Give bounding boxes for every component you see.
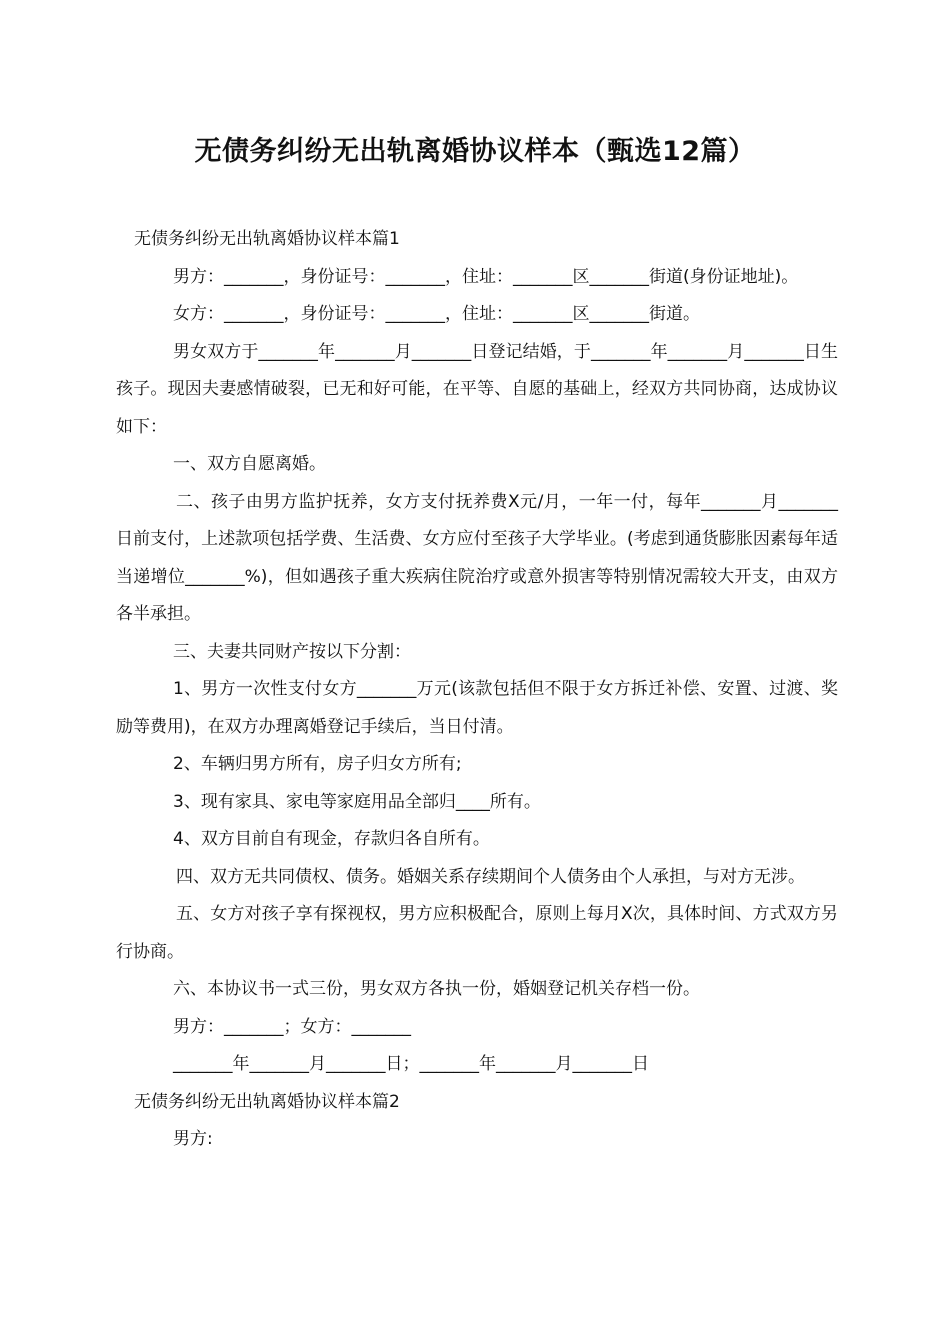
husband-info-paragraph: 男方：_______，身份证号：_______，住址：_______区_______街道(身份证地址)。 [173, 266, 799, 287]
clause-visitation-paragraph: 五、女方对孩子享有探视权，男方应积极配合，原则上每月X次，具体时间、方式双方另行协商。 [116, 904, 838, 962]
clause-debt-paragraph: 四、双方无共同债权、债务。婚姻关系存续期间个人债务由个人承担，与对方无涉。 [176, 866, 805, 887]
clause-divorce-paragraph: 一、双方自愿离婚。 [173, 454, 326, 474]
property-item-4: 4、双方目前自有现金，存款归各自所有。 [173, 829, 490, 849]
section-heading: 无债务纠纷无出轨离婚协议样本篇2 [134, 1091, 400, 1112]
section-heading: 无债务纠纷无出轨离婚协议样本篇1 [134, 229, 400, 249]
clause-copies-paragraph: 六、本协议书一式三份，男女双方各执一份，婚姻登记机关存档一份。 [173, 979, 700, 999]
document-title: 无债务纠纷无出轨离婚协议样本（甄选12篇） [194, 136, 756, 167]
property-item-1: 1、男方一次性支付女方_______万元(该款包括但不限于女方拆迁补偿、安置、过渡、奖励等费用)，在双方办理离婚登记手续后，当日付清。 [116, 679, 838, 737]
clause-child-custody-paragraph: 二、孩子由男方监护抚养，女方支付抚养费X元/月，一年一付，每年_______月_______日前支付，上述款项包括学费、生活费、女方应付至孩子大学毕业。(考虑到通货膨胀因素每年适当递增位_______%)，但如遇孩子重大疾病住院治疗或意外损害等特别情况需较大开支，由双方各半承担。 [116, 491, 838, 624]
document-body [116, 221, 838, 1159]
clause-property-heading: 三、夫妻共同财产按以下分割： [173, 641, 411, 662]
marriage-background-paragraph: 男女双方于_______年_______月_______日登记结婚，于_______年_______月_______日生孩子。现因夫妻感情破裂，已无和好可能，在平等、自愿的基础上，经双方共同协商，达成协议如下： [116, 341, 838, 437]
signature-line: 男方：_______；女方：_______ [173, 1016, 411, 1037]
property-item-3: 3、现有家具、家电等家庭用品全部归____所有。 [173, 791, 541, 812]
property-item-2: 2、车辆归男方所有，房子归女方所有; [173, 754, 462, 774]
date-line: _______年_______月_______日；_______年_______月_______日 [173, 1054, 649, 1074]
husband-label-paragraph: 男方: [173, 1129, 213, 1149]
wife-info-paragraph: 女方：_______，身份证号：_______，住址：_______区_______街道。 [173, 304, 700, 324]
